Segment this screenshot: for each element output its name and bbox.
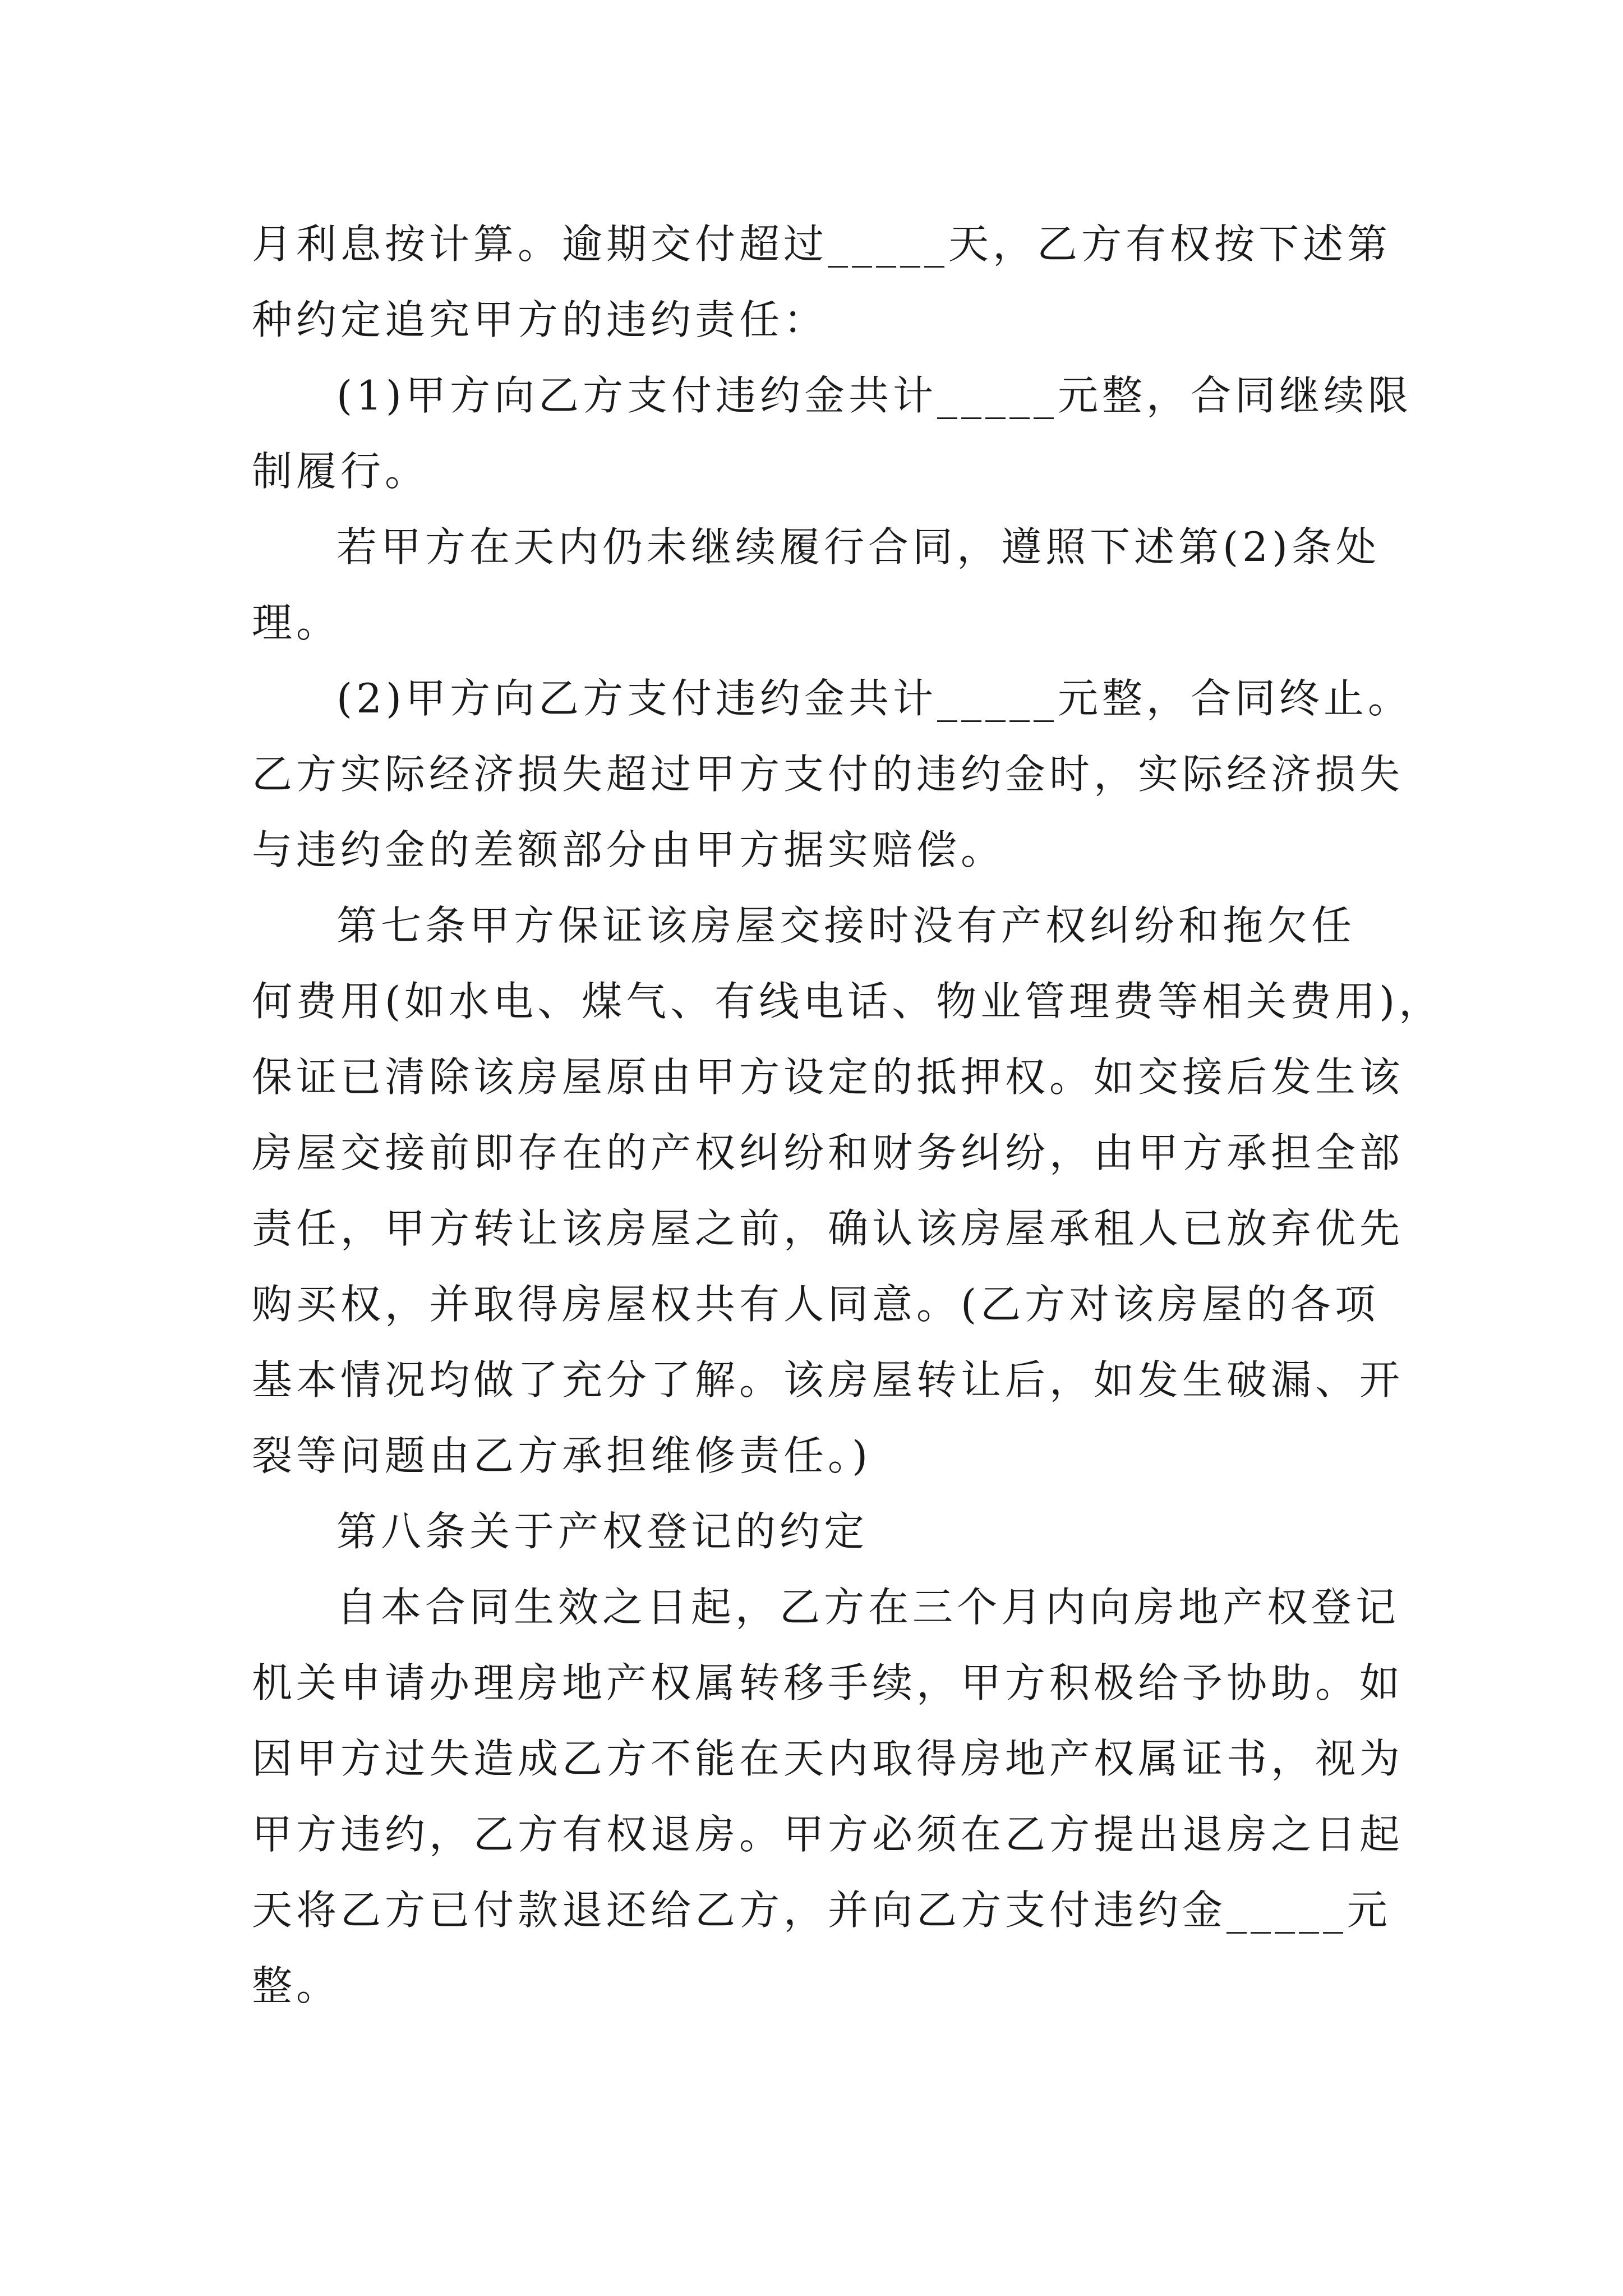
text-line-20: 机关申请办理房地产权属转移手续，甲方积极给予协助。如 xyxy=(252,1659,1404,1706)
text-line-4: 制履行。 xyxy=(252,448,430,495)
text-line-1: 月利息按计算。逾期交付超过_____天，乙方有权按下述第 xyxy=(252,220,1392,268)
text-line-16: 基本情况均做了充分了解。该房屋转让后，如发生破漏、开 xyxy=(252,1356,1404,1404)
text-line-7: (2)甲方向乙方支付违约金共计_____元整，合同终止。 xyxy=(336,675,1412,722)
text-line-23: 天将乙方已付款退还给乙方，并向乙方支付违约金_____元 xyxy=(252,1887,1392,1934)
text-line-13: 房屋交接前即存在的产权纠纷和财务纠纷，由甲方承担全部 xyxy=(252,1129,1404,1176)
text-line-12: 保证已清除该房屋原由甲方设定的抵押权。如交接后发生该 xyxy=(252,1053,1404,1101)
text-line-6: 理。 xyxy=(252,599,341,646)
text-line-11: 何费用(如水电、煤气、有线电话、物业管理费等相关费用)， xyxy=(252,978,1444,1025)
text-line-19: 自本合同生效之日起，乙方在三个月内向房地产权登记 xyxy=(336,1584,1400,1631)
text-line-21: 因甲方过失造成乙方不能在天内取得房地产权属证书，视为 xyxy=(252,1735,1404,1782)
section-heading-article-8: 第八条关于产权登记的约定 xyxy=(336,1508,869,1555)
text-line-8: 乙方实际经济损失超过甲方支付的违约金时，实际经济损失 xyxy=(252,751,1404,798)
text-line-17: 裂等问题由乙方承担维修责任。) xyxy=(252,1432,872,1479)
text-line-24: 整。 xyxy=(252,1962,341,2009)
text-line-22: 甲方违约，乙方有权退房。甲方必须在乙方提出退房之日起 xyxy=(252,1811,1404,1858)
text-line-14: 责任，甲方转让该房屋之前，确认该房屋承租人已放弃优先 xyxy=(252,1205,1404,1252)
text-line-10: 第七条甲方保证该房屋交接时没有产权纠纷和拖欠任 xyxy=(336,902,1356,949)
text-line-5: 若甲方在天内仍未继续履行合同，遵照下述第(2)条处 xyxy=(336,523,1380,570)
text-line-3: (1)甲方向乙方支付违约金共计_____元整，合同继续限 xyxy=(336,372,1412,419)
text-line-2: 种约定追究甲方的违约责任： xyxy=(252,296,828,343)
text-line-15: 购买权，并取得房屋权共有人同意。(乙方对该房屋的各项 xyxy=(252,1281,1380,1328)
text-line-9: 与违约金的差额部分由甲方据实赔偿。 xyxy=(252,826,1006,873)
